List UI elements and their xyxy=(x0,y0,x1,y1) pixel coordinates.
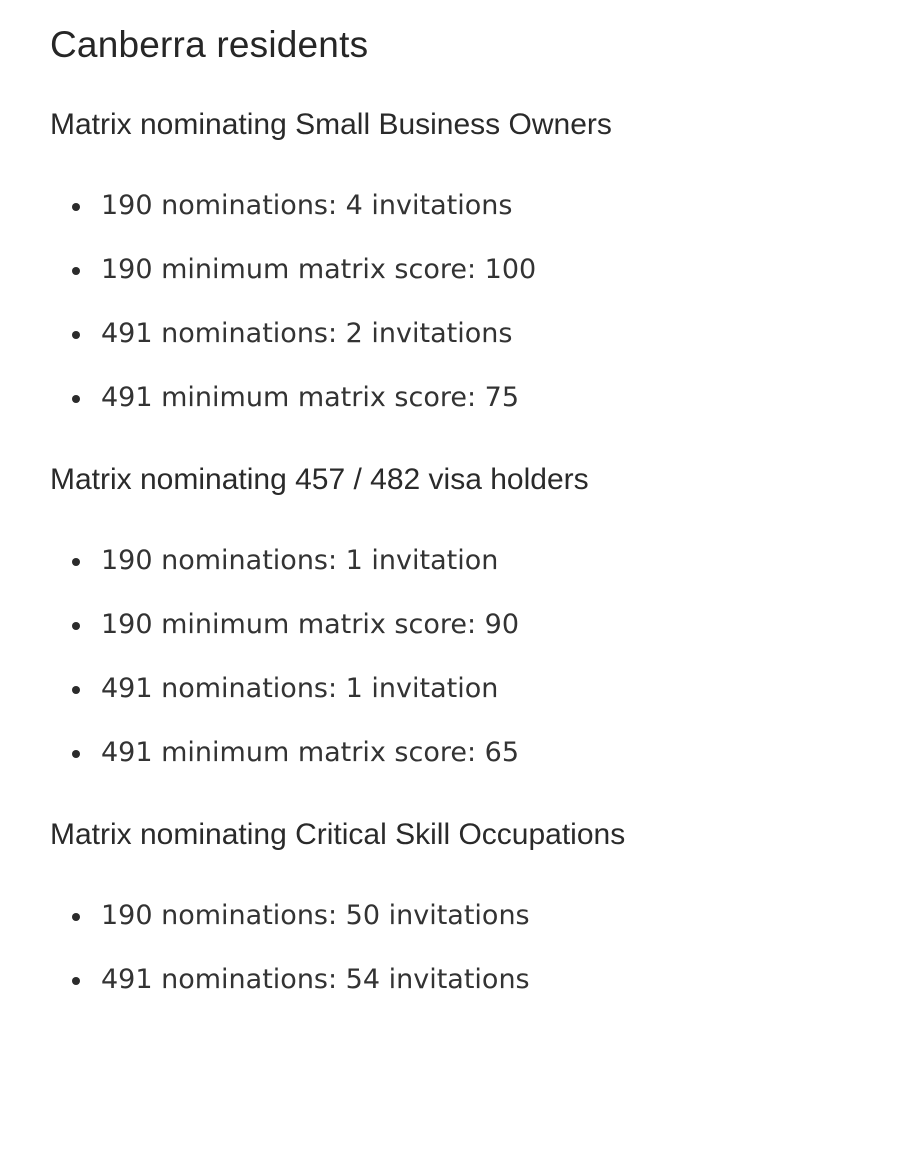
bullet-dot xyxy=(72,750,80,758)
list-item-text: 190 nominations: 4 invitations xyxy=(101,190,513,221)
bullet-dot xyxy=(72,913,80,921)
bullet-dot xyxy=(72,686,80,694)
list-item-text: 491 nominations: 2 invitations xyxy=(101,318,513,349)
bullet-dot xyxy=(72,977,80,985)
article-content xyxy=(50,0,890,997)
list-item-text: 491 nominations: 1 invitation xyxy=(101,673,499,704)
list-item xyxy=(50,736,890,770)
list-item xyxy=(50,608,890,642)
list-item xyxy=(50,672,890,706)
section-small-business-owners xyxy=(50,107,890,415)
list-item-text: 190 minimum matrix score: 100 xyxy=(101,254,537,285)
page-title: Canberra residents xyxy=(50,24,369,65)
bullet-list xyxy=(50,189,890,415)
section-heading: Matrix nominating 457 / 482 visa holders xyxy=(50,463,589,496)
list-item xyxy=(50,381,890,415)
list-item-text: 190 nominations: 1 invitation xyxy=(101,545,499,576)
list-item xyxy=(50,963,890,997)
section-critical-skill-occupations xyxy=(50,817,890,997)
section-heading: Matrix nominating Critical Skill Occupations xyxy=(50,818,626,851)
bullet-dot xyxy=(72,267,80,275)
list-item-text: 190 nominations: 50 invitations xyxy=(101,900,530,931)
bullet-dot xyxy=(72,331,80,339)
bullet-list xyxy=(50,544,890,770)
section-visa-holders xyxy=(50,462,890,770)
section-heading: Matrix nominating Small Business Owners xyxy=(50,108,612,141)
list-item-text: 491 minimum matrix score: 65 xyxy=(101,737,520,768)
list-item xyxy=(50,253,890,287)
bullet-list xyxy=(50,899,890,997)
bullet-dot xyxy=(72,203,80,211)
list-item xyxy=(50,189,890,223)
list-item xyxy=(50,899,890,933)
list-item xyxy=(50,544,890,578)
list-item-text: 190 minimum matrix score: 90 xyxy=(101,609,520,640)
bullet-dot xyxy=(72,622,80,630)
bullet-dot xyxy=(72,395,80,403)
list-item xyxy=(50,317,890,351)
list-item-text: 491 minimum matrix score: 75 xyxy=(101,382,520,413)
bullet-dot xyxy=(72,558,80,566)
list-item-text: 491 nominations: 54 invitations xyxy=(101,964,530,995)
